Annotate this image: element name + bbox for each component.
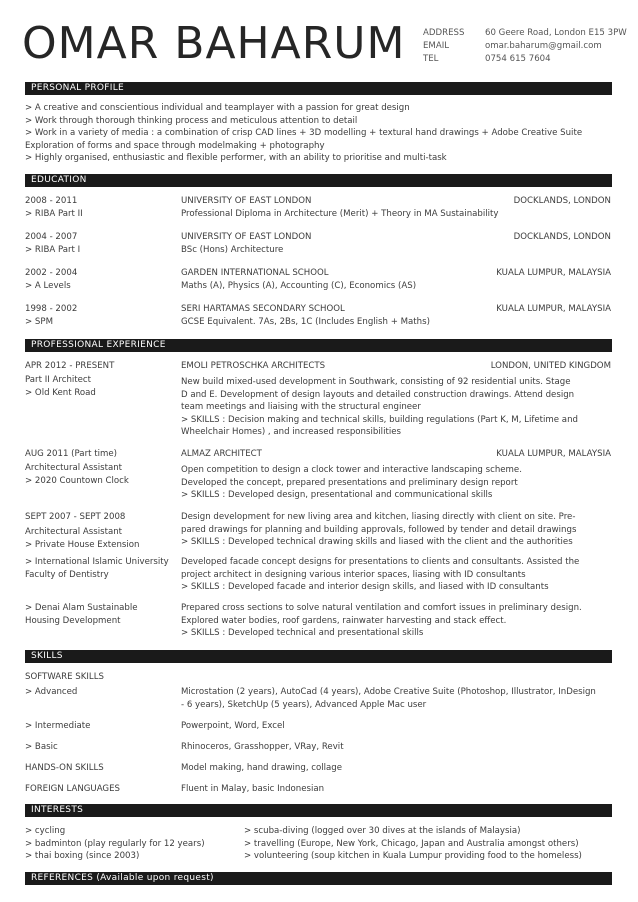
experience-description-line: project architect in designing various interior spaces, liasing with ID consultants bbox=[181, 569, 526, 580]
tel-value: 0754 615 7604 bbox=[485, 54, 551, 64]
education-qualification: > RIBA Part I bbox=[25, 244, 81, 255]
experience-dates: SEPT 2007 - SEPT 2008 bbox=[25, 512, 126, 522]
profile-line: > A creative and conscientious individual and teamplayer with a passion for great design bbox=[25, 103, 410, 113]
experience-project: Housing Development bbox=[25, 615, 121, 626]
profile-line: Exploration of forms and space through modelmaking + photography bbox=[25, 140, 325, 151]
education-qualification: > A Levels bbox=[25, 280, 71, 291]
education-location: DOCKLANDS, LONDON bbox=[513, 196, 611, 206]
skill-detail-line: - 6 years), SketchUp (5 years), Advanced Apple Mac user bbox=[181, 699, 427, 710]
section-header-experience: PROFESSIONAL EXPERIENCE bbox=[25, 339, 612, 352]
education-detail: Maths (A), Physics (A), Accounting (C), Economics (AS) bbox=[181, 280, 417, 291]
interest-item: > volunteering (soup kitchen in Kuala Lumpur providing food to the homeless) bbox=[244, 851, 582, 861]
address-label: ADDRESS bbox=[423, 28, 465, 38]
experience-project: Faculty of Dentistry bbox=[25, 569, 109, 580]
experience-company: EMOLI PETROSCHKA ARCHITECTS bbox=[181, 361, 326, 371]
experience-project: > Private House Extension bbox=[25, 540, 140, 550]
foreign-languages-label: FOREIGN LANGUAGES bbox=[25, 784, 120, 794]
section-header-profile: PERSONAL PROFILE bbox=[25, 82, 612, 95]
experience-description-line: Developed the concept, prepared presentations and preliminary design report bbox=[181, 477, 518, 488]
email-label: EMAIL bbox=[423, 41, 450, 51]
experience-role: Part II Architect bbox=[25, 375, 92, 385]
experience-dates: AUG 2011 (Part time) bbox=[25, 449, 117, 459]
education-dates: 2004 - 2007 bbox=[25, 232, 78, 242]
address-value: 60 Geere Road, London E15 3PW bbox=[485, 28, 627, 38]
tel-label: TEL bbox=[423, 54, 439, 64]
experience-description-line: Design development for new living area and kitchen, liasing directly with client on site. Pre- bbox=[181, 512, 576, 522]
experience-description-line: > SKILLS : Decision making and technical skills, building regulations (Part K, M, Lifetime and bbox=[181, 414, 578, 425]
software-skills-title: SOFTWARE SKILLS bbox=[25, 672, 104, 682]
experience-project: > 2020 Countown Clock bbox=[25, 476, 129, 486]
education-location: DOCKLANDS, LONDON bbox=[513, 232, 611, 242]
section-header-interests: INTERESTS bbox=[25, 804, 612, 817]
interest-item: > scuba-diving (logged over 30 dives at the islands of Malaysia) bbox=[244, 826, 521, 836]
section-header-skills: SKILLS bbox=[25, 650, 612, 663]
experience-project: > Old Kent Road bbox=[25, 388, 96, 398]
experience-description-line: > SKILLS : Developed technical and presentational skills bbox=[181, 628, 424, 638]
education-dates: 2002 - 2004 bbox=[25, 268, 78, 278]
education-dates: 1998 - 2002 bbox=[25, 304, 78, 314]
experience-dates: APR 2012 - PRESENT bbox=[25, 361, 115, 371]
interest-item: > travelling (Europe, New York, Chicago, Japan and Australia amongst others) bbox=[244, 838, 579, 849]
experience-description-line: New build mixed-used development in Southwark, consisting of 92 residential units. Stage bbox=[181, 377, 571, 387]
skill-detail-line: Fluent in Malay, basic Indonesian bbox=[181, 784, 325, 794]
skill-level-label: > Intermediate bbox=[25, 721, 91, 731]
skill-detail-line: Model making, hand drawing, collage bbox=[181, 763, 343, 773]
email-value: omar.baharum@gmail.com bbox=[485, 41, 602, 51]
experience-project: > Denai Alam Sustainable bbox=[25, 603, 138, 613]
experience-company: ALMAZ ARCHITECT bbox=[181, 449, 262, 459]
experience-role: Architectural Assistant bbox=[25, 463, 123, 473]
experience-description-line: > SKILLS : Developed facade and interior design skills, and liased with ID consultants bbox=[181, 582, 549, 592]
experience-description-line: Explored water bodies, roof gardens, rainwater harvesting and stack effect. bbox=[181, 615, 507, 626]
experience-description-line: > SKILLS : Developed design, presentational and communicational skills bbox=[181, 490, 493, 500]
experience-location: LONDON, UNITED KINGDOM bbox=[490, 361, 611, 371]
contact-values bbox=[485, 27, 627, 66]
education-school: GARDEN INTERNATIONAL SCHOOL bbox=[181, 268, 329, 278]
education-detail: GCSE Equivalent. 7As, 2Bs, 1C (Includes English + Maths) bbox=[181, 316, 430, 327]
education-school: SERI HARTAMAS SECONDARY SCHOOL bbox=[181, 304, 345, 314]
section-header-education: EDUCATION bbox=[25, 174, 612, 187]
contact-labels bbox=[423, 27, 464, 66]
skill-detail-line: Microstation (2 years), AutoCad (4 years), Adobe Creative Suite (Photoshop, Illustrator, InDesign bbox=[181, 687, 596, 697]
interest-item: > thai boxing (since 2003) bbox=[25, 851, 140, 861]
education-qualification: > RIBA Part II bbox=[25, 208, 83, 219]
experience-description-line: D and E. Development of design layouts and detailed construction drawings. Attend design bbox=[181, 389, 575, 400]
experience-description-line: pared drawings for planning and building approvals, followed by tender and detail drawings bbox=[181, 524, 577, 535]
profile-line: > Work in a variety of media : a combination of crisp CAD lines + 3D modelling + textural hand drawings + Adobe Creative Suite bbox=[25, 128, 583, 138]
profile-line: > Highly organised, enthusiastic and flexible performer, with an ability to prioritise and multi-task bbox=[25, 153, 447, 163]
interest-item: > cycling bbox=[25, 826, 66, 836]
education-location: KUALA LUMPUR, MALAYSIA bbox=[496, 304, 611, 314]
experience-description-line: Open competition to design a clock tower and interactive landscaping scheme. bbox=[181, 465, 522, 475]
experience-description-line: team meetings and liaising with the structural engineer bbox=[181, 402, 421, 412]
interest-item: > badminton (play regularly for 12 years) bbox=[25, 838, 205, 849]
education-detail: BSc (Hons) Architecture bbox=[181, 244, 284, 255]
hands-on-skills-label: HANDS-ON SKILLS bbox=[25, 763, 104, 773]
section-header-references: REFERENCES (Available upon request) bbox=[25, 872, 612, 885]
experience-project: > International Islamic University bbox=[25, 557, 169, 567]
candidate-name: OMAR BAHARUM bbox=[22, 18, 406, 69]
skill-level-label: > Advanced bbox=[25, 687, 78, 697]
education-school: UNIVERSITY OF EAST LONDON bbox=[181, 232, 312, 242]
education-dates: 2008 - 2011 bbox=[25, 196, 78, 206]
profile-line: > Work through thorough thinking process and meticulous attention to detail bbox=[25, 115, 358, 126]
education-detail: Professional Diploma in Architecture (Merit) + Theory in MA Sustainability bbox=[181, 208, 499, 219]
experience-description-line: Developed facade concept designs for presentations to clients and consultants. Assisted the bbox=[181, 557, 580, 567]
experience-location: KUALA LUMPUR, MALAYSIA bbox=[496, 449, 611, 459]
skill-detail-line: Rhinoceros, Grasshopper, VRay, Revit bbox=[181, 742, 344, 752]
skill-level-label: > Basic bbox=[25, 742, 58, 752]
experience-description-line: > SKILLS : Developed technical drawing skills and liased with the client and the authorities bbox=[181, 537, 573, 547]
skill-detail-line: Powerpoint, Word, Excel bbox=[181, 721, 285, 731]
education-qualification: > SPM bbox=[25, 316, 53, 327]
education-location: KUALA LUMPUR, MALAYSIA bbox=[496, 268, 611, 278]
experience-role: Architectural Assistant bbox=[25, 527, 123, 537]
experience-description-line: Wheelchair Homes) , and increased responsibilities bbox=[181, 427, 401, 437]
experience-description-line: Prepared cross sections to solve natural ventilation and comfort issues in preliminary design. bbox=[181, 603, 582, 613]
education-school: UNIVERSITY OF EAST LONDON bbox=[181, 196, 312, 206]
